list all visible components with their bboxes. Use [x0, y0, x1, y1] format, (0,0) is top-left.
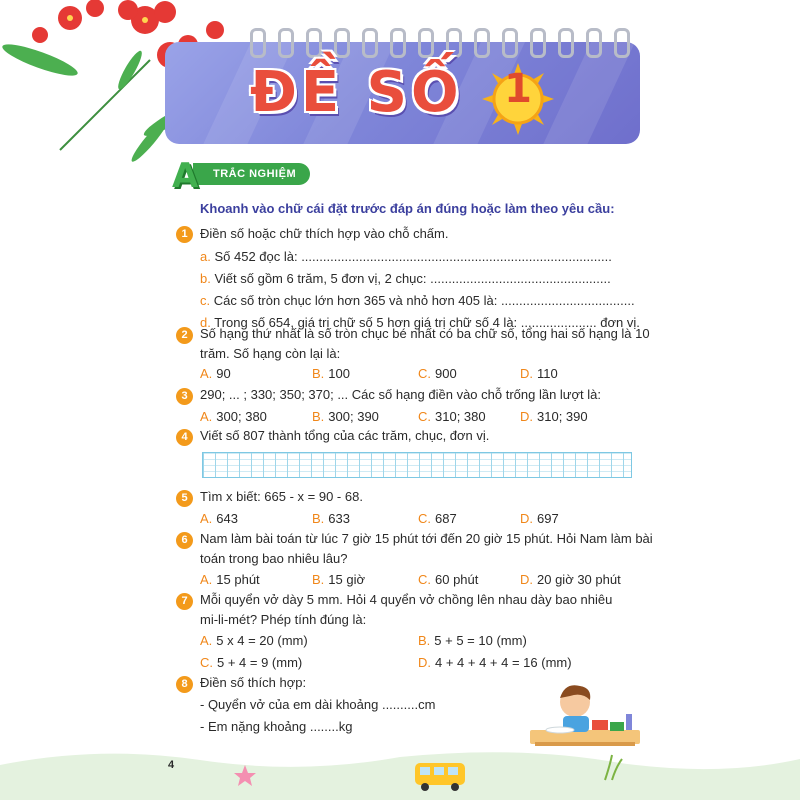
q2-option-d: D. 110 — [520, 366, 558, 381]
question-1-a: a. Số 452 đọc là: ...................................................................................... — [200, 249, 612, 264]
question-1-c: c. Các số tròn chục lớn hơn 365 và nhỏ hơn 405 là: ..................................... — [200, 293, 635, 308]
q3-option-d: D. 310; 390 — [520, 409, 588, 424]
q2-option-a: A. 90 — [200, 366, 231, 381]
question-number-7: 7 — [176, 593, 193, 610]
question-7-line2: mi-li-mét? Phép tính đúng là: — [200, 612, 367, 627]
q6-option-c: C. 60 phút — [418, 572, 479, 587]
q5-option-c: C. 687 — [418, 511, 457, 526]
q3-option-a: A. 300; 380 — [200, 409, 267, 424]
q7-option-b: B. 5 + 5 = 10 (mm) — [418, 633, 527, 648]
section-letter: A — [172, 156, 199, 196]
instruction: Khoanh vào chữ cái đặt trước đáp án đúng hoặc làm theo yêu cầu: — [200, 201, 615, 216]
question-number-2: 2 — [176, 327, 193, 344]
footer-decoration — [0, 745, 800, 800]
q2-option-b: B. 100 — [312, 366, 350, 381]
page-title: ĐỀ SỐ — [250, 60, 463, 125]
page-number: 4 — [168, 759, 175, 771]
question-number-8: 8 — [176, 676, 193, 693]
q5-option-a: A. 643 — [200, 511, 238, 526]
q7-option-d: D. 4 + 4 + 4 + 4 = 16 (mm) — [418, 655, 572, 670]
question-2-line2: trăm. Số hạng còn lại là: — [200, 346, 341, 361]
question-3-text: 290; ... ; 330; 350; 370; ... Các số hạng điền vào chỗ trống lần lượt là: — [200, 387, 601, 402]
question-1-text: Điền số hoặc chữ thích hợp vào chỗ chấm. — [200, 226, 449, 241]
q3-option-c: C. 310; 380 — [418, 409, 486, 424]
question-number-5: 5 — [176, 490, 193, 507]
q5-option-b: B. 633 — [312, 511, 350, 526]
q5-option-d: D. 697 — [520, 511, 559, 526]
question-6-line2: toán trong bao nhiêu lâu? — [200, 551, 348, 566]
boy-studying-illustration — [530, 680, 640, 750]
q7-option-a: A. 5 x 4 = 20 (mm) — [200, 633, 308, 648]
q7-option-c: C. 5 + 4 = 9 (mm) — [200, 655, 303, 670]
q6-option-b: B. 15 giờ — [312, 572, 366, 587]
question-number-4: 4 — [176, 429, 193, 446]
question-8-text: Điền số thích hợp: — [200, 675, 307, 690]
q6-option-a: A. 15 phút — [200, 572, 260, 587]
q2-option-c: C. 900 — [418, 366, 457, 381]
exam-number: 1 — [504, 66, 532, 112]
question-8-line1: - Quyển vở của em dài khoảng ..........cm — [200, 697, 436, 712]
question-7-line1: Mỗi quyển vở dày 5 mm. Hỏi 4 quyển vở chồng lên nhau dày bao nhiêu — [200, 592, 613, 607]
q6-option-d: D. 20 giờ 30 phút — [520, 572, 621, 587]
question-8-line2: - Em nặng khoảng ........kg — [200, 719, 353, 734]
question-number-3: 3 — [176, 388, 193, 405]
spiral-rings — [150, 28, 650, 56]
question-number-1: 1 — [176, 226, 193, 243]
question-4-text: Viết số 807 thành tổng của các trăm, chục, đơn vị. — [200, 428, 490, 443]
question-number-6: 6 — [176, 532, 193, 549]
question-2-line1: Số hạng thứ nhất là số tròn chục bé nhất có ba chữ số, tổng hai số hạng là 10 — [200, 326, 650, 341]
answer-grid[interactable] — [202, 452, 632, 478]
question-1-d: d. Trong số 654, giá trị chữ số 5 hơn giá trị chữ số 4 là: ..................... đơn vị. — [200, 315, 640, 330]
section-label: TRẮC NGHIỆM — [193, 163, 310, 185]
question-6-line1: Nam làm bài toán từ lúc 7 giờ 15 phút tới đến 20 giờ 15 phút. Hỏi Nam làm bài — [200, 531, 653, 546]
q3-option-b: B. 300; 390 — [312, 409, 379, 424]
question-1-b: b. Viết số gồm 6 trăm, 5 đơn vị, 2 chục: .................................................. — [200, 271, 611, 286]
question-5-text: Tìm x biết: 665 - x = 90 - 68. — [200, 489, 363, 504]
